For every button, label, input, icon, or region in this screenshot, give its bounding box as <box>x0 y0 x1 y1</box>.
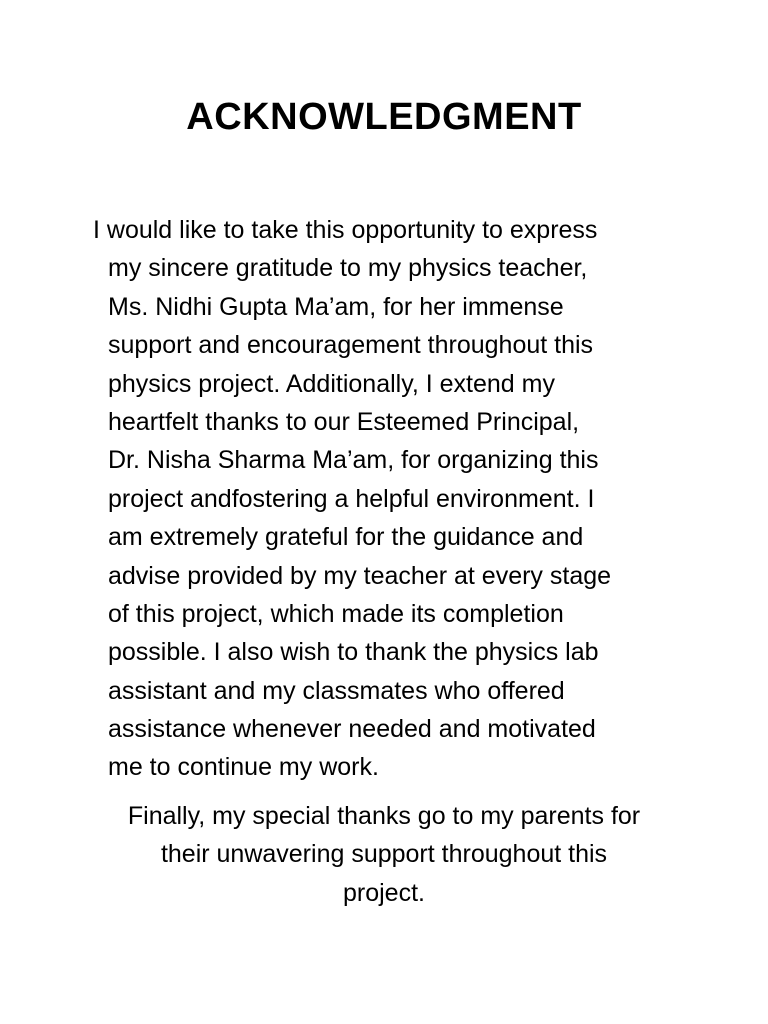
paragraph-line: physics project. Additionally, I extend my <box>108 369 555 398</box>
paragraph-line: me to continue my work. <box>108 753 379 782</box>
paragraph-line: advise provided by my teacher at every stage <box>108 561 612 590</box>
paragraph-line: project. <box>343 878 425 907</box>
paragraph-line: heartfelt thanks to our Esteemed Principal, <box>108 407 580 436</box>
paragraph-line: Finally, my special thanks go to my parents for <box>127 802 641 830</box>
paragraph-line: I would like to take this opportunity to express <box>93 216 598 244</box>
closing-paragraph <box>0 797 768 912</box>
paragraph-line: assistant and my classmates who offered <box>108 676 565 705</box>
paragraph-line: my sincere gratitude to my physics teacher, <box>108 254 588 283</box>
paragraph-line: Dr. Nisha Sharma Ma’am, for organizing this <box>108 446 599 475</box>
page-title: ACKNOWLEDGMENT <box>186 96 582 138</box>
paragraph-line: support and encouragement throughout this <box>108 331 594 360</box>
paragraph-line: am extremely grateful for the guidance and <box>108 523 584 552</box>
paragraph-line: assistance whenever needed and motivated <box>108 715 596 744</box>
acknowledgment-paragraph <box>93 211 693 787</box>
paragraph-line: Ms. Nidhi Gupta Ma’am, for her immense <box>108 292 564 321</box>
paragraph-line: of this project, which made its completion <box>108 599 564 628</box>
paragraph-line: project andfostering a helpful environment. I <box>108 484 595 513</box>
paragraph-line: their unwavering support throughout this <box>160 840 608 869</box>
paragraph-line: possible. I also wish to thank the physics lab <box>108 638 599 667</box>
